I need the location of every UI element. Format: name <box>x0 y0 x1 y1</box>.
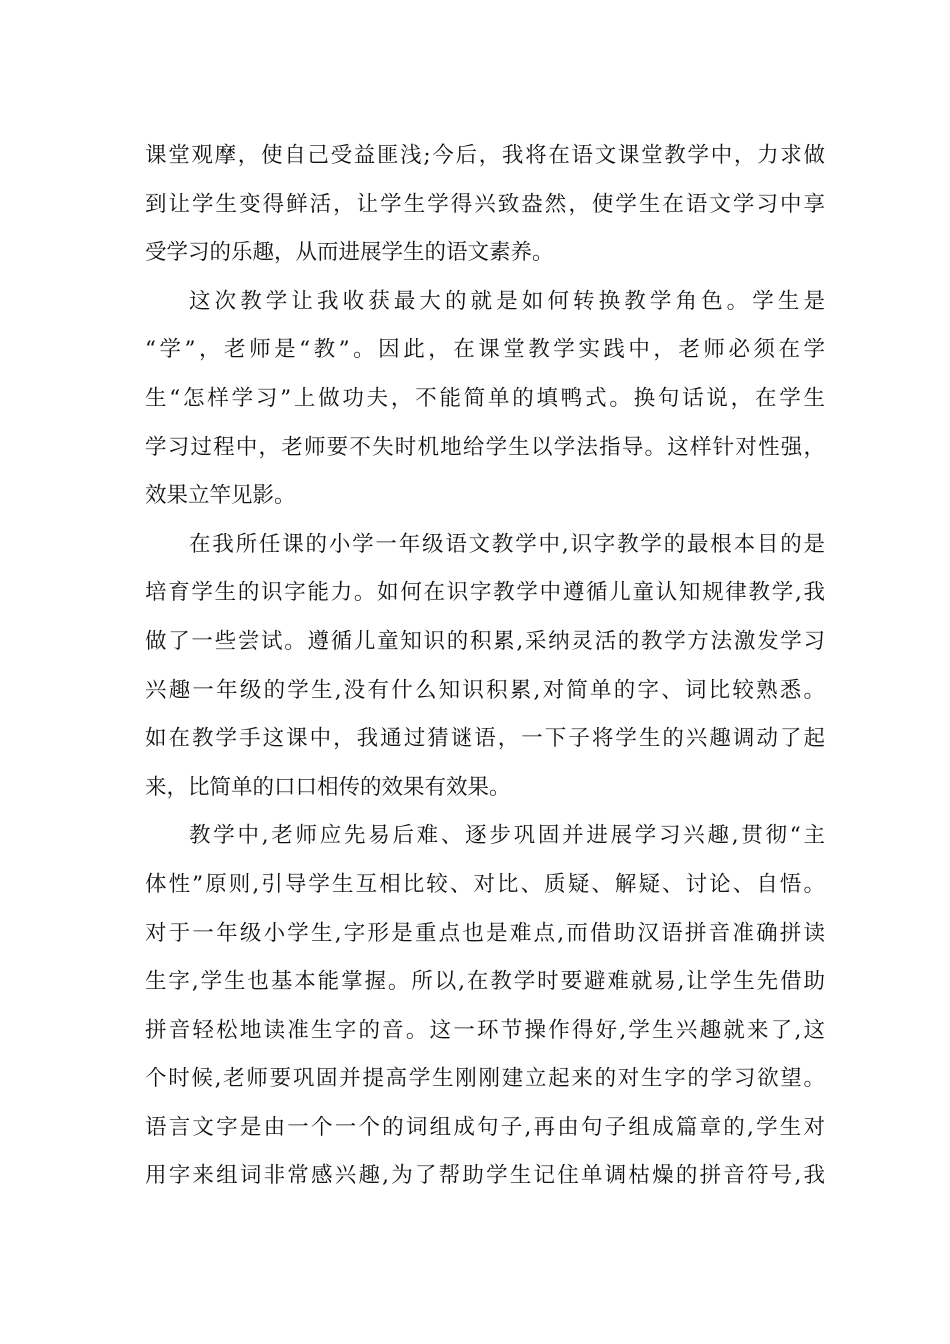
text-line: 学习过程中，老师要不失时机地给学生以学法指导。这样针对性强， <box>145 434 825 460</box>
text-line: 生“怎样学习”上做功夫，不能简单的填鸭式。换句话说，在学生 <box>145 385 825 411</box>
text-line: 个时候,老师要巩固并提高学生刚刚建立起来的对生字的学习欲望。 <box>145 1066 825 1092</box>
paragraph-4 <box>145 812 825 1201</box>
text-line: 这次教学让我收获最大的就是如何转换教学角色。学生是 <box>189 288 825 314</box>
text-line: 教学中,老师应先易后难、逐步巩固并进展学习兴趣,贯彻“主 <box>189 823 825 849</box>
text-line: 做了一些尝试。遵循儿童知识的积累,采纳灵活的教学方法激发学习 <box>145 628 825 654</box>
text-line: 对于一年级小学生,字形是重点也是难点,而借助汉语拼音准确拼读 <box>145 920 825 946</box>
text-line: 语言文字是由一个一个的词组成句子,再由句子组成篇章的,学生对 <box>145 1114 825 1140</box>
paragraph-3 <box>145 521 825 813</box>
text-line: 效果立竿见影。 <box>145 483 296 509</box>
text-line: 到让学生变得鲜活，让学生学得兴致盎然，使学生在语文学习中享 <box>145 191 825 217</box>
text-line: 受学习的乐趣，从而进展学生的语文素养。 <box>145 240 554 266</box>
text-line: 用字来组词非常感兴趣,为了帮助学生记住单调枯燥的拼音符号,我 <box>145 1163 825 1189</box>
text-line: 拼音轻松地读准生字的音。这一环节操作得好,学生兴趣就来了,这 <box>145 1017 825 1043</box>
text-line: 如在教学手这课中，我通过猜谜语，一下子将学生的兴趣调动了起 <box>145 726 825 752</box>
paragraph-2 <box>145 278 825 521</box>
text-line: “学”，老师是“教”。因此，在课堂教学实践中，老师必须在学 <box>145 337 825 363</box>
text-line: 兴趣一年级的学生,没有什么知识积累,对简单的字、词比较熟悉。 <box>145 677 825 703</box>
text-line: 来，比简单的口口相传的效果有效果。 <box>145 774 511 800</box>
text-line: 课堂观摩，使自己受益匪浅;今后，我将在语文课堂教学中，力求做 <box>145 143 825 168</box>
text-line: 培育学生的识字能力。如何在识字教学中遵循儿童认知规律教学,我 <box>145 580 825 606</box>
text-line: 在我所任课的小学一年级语文教学中,识字教学的最根本目的是 <box>189 531 825 557</box>
text-line: 生字,学生也基本能掌握。所以,在教学时要避难就易,让学生先借助 <box>145 969 825 995</box>
paragraph-1 <box>145 132 825 278</box>
document-body <box>145 132 825 1201</box>
text-line: 体性”原则,引导学生互相比较、对比、质疑、解疑、讨论、自悟。 <box>145 871 825 897</box>
